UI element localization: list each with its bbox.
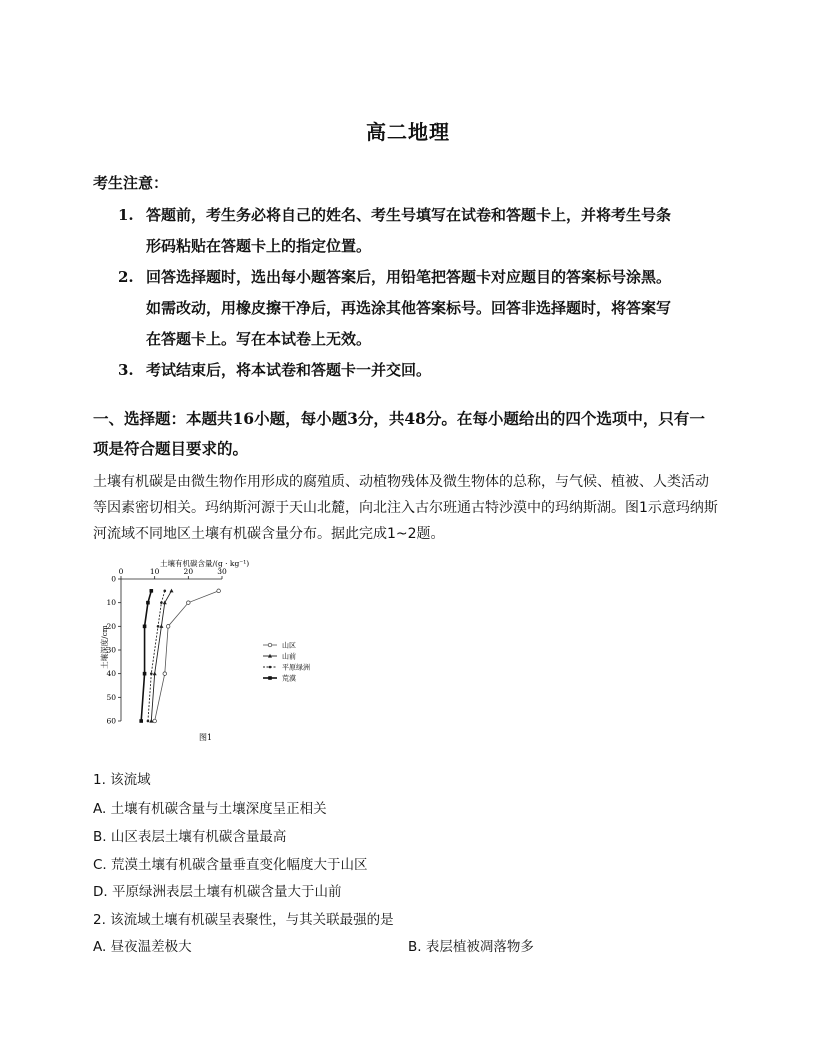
y-tick-label: 50 — [106, 692, 116, 702]
notice-item-3 — [118, 355, 718, 386]
soil-carbon-chart — [90, 555, 350, 755]
q1-stem: 1. 该流域 — [93, 772, 151, 788]
page-title: 高二地理 — [366, 120, 450, 144]
notice-number: 1. — [118, 206, 134, 224]
figure-caption: 图1 — [199, 733, 213, 742]
data-point — [143, 625, 147, 629]
x-tick-label: 20 — [183, 567, 194, 576]
q2-stem: 2. 该流域土壤有机碳呈表聚性，与其关联最强的是 — [93, 912, 394, 928]
legend-label: 山前 — [282, 652, 296, 661]
notice-heading: 考生注意： — [93, 174, 169, 192]
y-tick-label: 10 — [106, 598, 116, 608]
data-point — [147, 720, 150, 723]
data-point — [139, 719, 143, 723]
y-tick-label: 0 — [111, 574, 116, 584]
data-point — [170, 589, 174, 593]
q1-option-d: D. 平原绿洲表层土壤有机碳含量大于山前 — [93, 884, 342, 900]
notice-line: 考试结束后，将本试卷和答题卡一并交回。 — [146, 361, 432, 379]
data-point — [163, 672, 167, 676]
data-point — [146, 601, 150, 605]
series-line — [151, 591, 171, 721]
notice-item-2 — [118, 262, 718, 355]
data-point — [187, 601, 191, 605]
chart-title: 土壤有机碳含量/(g · kg⁻¹) — [160, 559, 250, 568]
data-point — [157, 625, 160, 628]
legend-label: 荒漠 — [282, 674, 296, 683]
legend-label: 山区 — [282, 641, 296, 650]
q2-option-a: A. 昼夜温差极大 — [93, 939, 192, 955]
q1-option-b: B. 山区表层土壤有机碳含量最高 — [93, 829, 287, 845]
data-point — [217, 589, 221, 593]
data-point — [160, 601, 163, 604]
intro-line: 河流域不同地区土壤有机碳含量分布。据此完成1~2题。 — [93, 526, 445, 542]
section-heading-line: 一、选择题：本题共16小题，每小题3分，共48分。在每小题给出的四个选项中，只有一 — [93, 409, 705, 428]
series-line — [155, 591, 219, 721]
notice-number: 2. — [118, 268, 134, 286]
notice-line: 形码粘贴在答题卡上的指定位置。 — [146, 237, 372, 255]
notice-line: 在答题卡上。写在本试卷上无效。 — [146, 330, 372, 348]
y-axis-label: 土壤深度/cm — [100, 625, 109, 669]
notice-item-1 — [118, 200, 718, 262]
notice-line: 如需改动，用橡皮擦干净后，再选涂其他答案标号。回答非选择题时，将答案写 — [146, 299, 672, 317]
intro-line: 等因素密切相关。玛纳斯河源于天山北麓，向北注入古尔班通古特沙漠中的玛纳斯湖。图1示意玛纳斯 — [93, 500, 718, 516]
y-tick-label: 40 — [106, 669, 116, 679]
legend-label: 平原绿洲 — [282, 663, 310, 672]
data-point — [143, 672, 147, 676]
series-line — [148, 591, 165, 721]
x-tick-label: 30 — [217, 567, 227, 576]
q1-option-c: C. 荒漠土壤有机碳含量垂直变化幅度大于山区 — [93, 857, 368, 873]
y-tick-label: 20 — [106, 621, 116, 631]
legend-marker — [268, 676, 272, 680]
notice-line: 答题前，考生务必将自己的姓名、考生号填写在试卷和答题卡上，并将考生号条 — [146, 206, 672, 224]
x-tick-label: 10 — [149, 567, 160, 576]
notice-number: 3. — [118, 361, 134, 379]
section-heading — [93, 404, 723, 464]
y-tick-label: 30 — [106, 645, 116, 655]
y-tick-label: 60 — [106, 716, 116, 726]
legend-marker — [269, 666, 272, 669]
intro-line: 土壤有机碳是由微生物作用形成的腐殖质、动植物残体及微生物体的总称，与气候、植被、人类活动 — [93, 474, 709, 490]
series-line — [141, 591, 151, 721]
q1-option-a: A. 土壤有机碳含量与土壤深度呈正相关 — [93, 801, 327, 817]
data-point — [153, 671, 157, 675]
data-point — [150, 672, 153, 675]
intro-passage — [93, 469, 723, 547]
legend-marker — [268, 643, 272, 647]
data-point — [166, 625, 170, 629]
data-point — [159, 624, 163, 628]
section-heading-line: 项是符合题目要求的。 — [93, 439, 249, 458]
notice-line: 回答选择题时，选出每小题答案后，用铅笔把答题卡对应题目的答案标号涂黑。 — [146, 268, 672, 286]
data-point — [150, 589, 154, 593]
data-point — [153, 719, 157, 723]
q2-option-b: B. 表层植被凋落物多 — [408, 939, 534, 955]
data-point — [163, 590, 166, 593]
x-tick-label: 0 — [118, 567, 124, 576]
